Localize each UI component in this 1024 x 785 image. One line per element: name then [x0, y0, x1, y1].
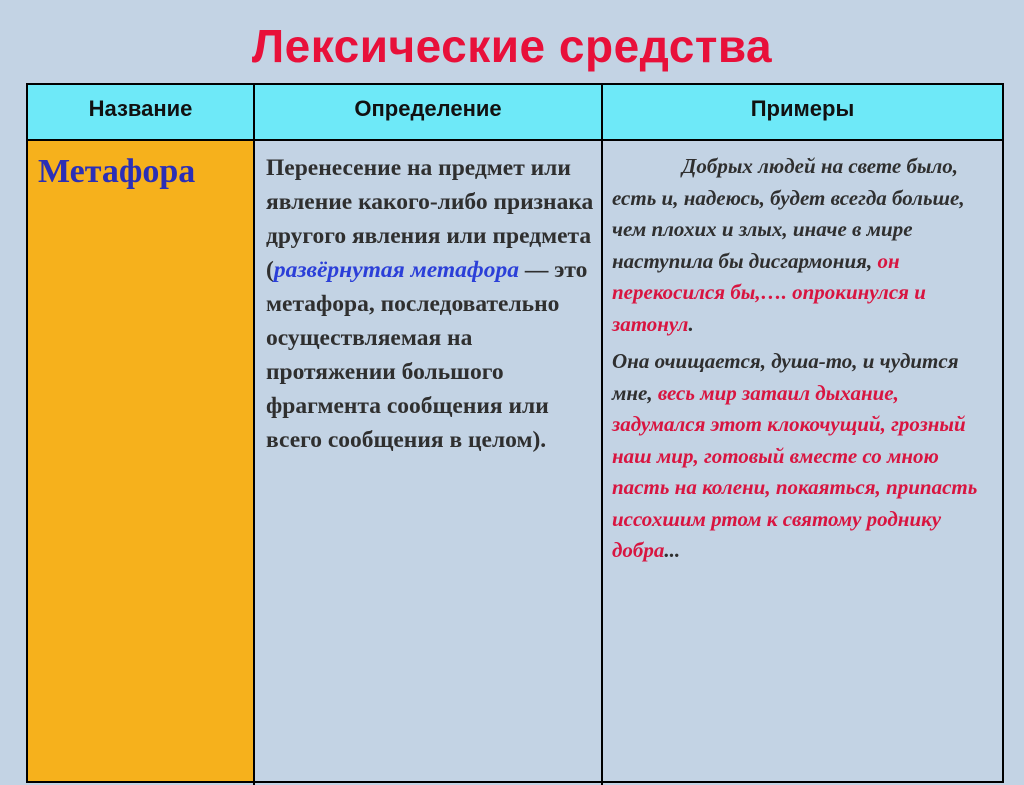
example-1-highlight: он перекосился бы,…. опрокинулся и затонул	[612, 248, 926, 336]
term-name: Метафора	[38, 153, 196, 190]
example-2-highlight: весь мир затаил дыхание, задумался этот клокочущий, грозный наш мир, готовый вместе со мною пасть на колени, покаяться, припасть иссохшим ртом к святому роднику добра	[612, 380, 978, 562]
example-1	[612, 151, 997, 340]
column-divider-1	[253, 85, 255, 785]
definition-text	[266, 151, 596, 457]
definition-part-1: Перенесение на предмет или явление какого-либо признака другого явления или предмета	[266, 155, 594, 249]
example-2-end: ...	[664, 538, 681, 562]
example-1-end: .	[688, 311, 694, 336]
example-1-plain: Добрых людей на свете было, есть и, надеюсь, будет всегда больше, чем плохих и злых, иначе в мире наступила бы дисгармония,	[612, 154, 965, 273]
definition-accent: развёрнутая метафора	[273, 257, 519, 283]
definition-open-paren: (	[266, 257, 274, 283]
column-divider-2	[601, 85, 603, 785]
example-2	[612, 346, 997, 567]
header-definition: Определение	[354, 96, 502, 121]
page-title: Лексические средства	[251, 20, 773, 72]
table-header-row	[28, 85, 1002, 141]
name-cell	[28, 141, 253, 781]
examples-text	[612, 151, 997, 567]
definition-part-2: — это метафора, последовательно осуществляемая на протяжении большого фрагмента сообщения или всего сообщения в целом).	[266, 257, 588, 453]
lexical-means-table	[26, 83, 1004, 783]
header-examples: Примеры	[750, 96, 855, 121]
header-name: Название	[88, 96, 193, 121]
example-2-plain: Она очищается, душа-то, и чудится мне,	[612, 349, 959, 405]
